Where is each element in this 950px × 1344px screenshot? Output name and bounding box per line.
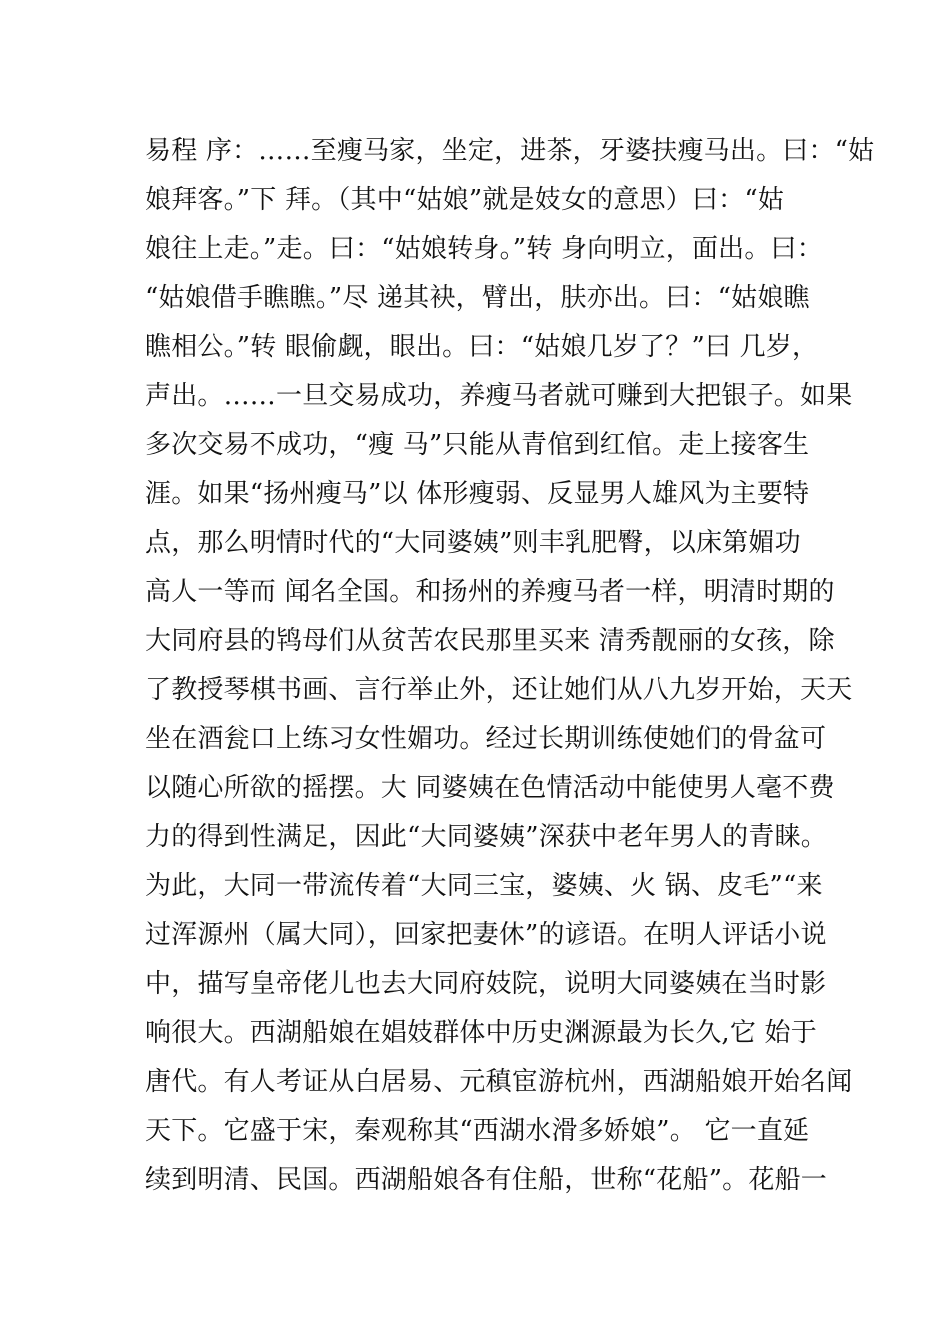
- text-line: 涯。如果“扬州瘦马”以 体形瘦弱、反显男人雄风为主要特: [145, 479, 810, 509]
- body-text: [145, 127, 875, 1205]
- text-line: 娘往上走。”走。曰：“姑娘转身。”转 身向明立，面出。曰：: [145, 234, 823, 264]
- text-line: 中，描写皇帝佬儿也去大同府妓院，说明大同婆姨在当时影: [145, 969, 827, 999]
- text-line: 易程 序：……至瘦马家，坐定，进茶，牙婆扶瘦马出。曰：“姑: [145, 136, 875, 166]
- text-line: 高人一等而 闻名全国。和扬州的养瘦马者一样，明清时期的: [145, 577, 835, 607]
- text-line: “姑娘借手瞧瞧。”尽 递其袂，臂出，肤亦出。曰：“姑娘瞧: [145, 283, 810, 313]
- text-line: 天下。它盛于宋，秦观称其“西湖水滑多娇娘”。 它一直延: [145, 1116, 810, 1146]
- text-line: 唐代。有人考证从白居易、元稹宦游杭州，西湖船娘开始名闻: [145, 1067, 853, 1097]
- text-line: 为此，大同一带流传着“大同三宝，婆姨、火 锅、皮毛”“来: [145, 871, 823, 901]
- text-line: 大同府县的鸨母们从贫苦农民那里买来 清秀靓丽的女孩，除: [145, 626, 835, 656]
- text-line: 多次交易不成功，“瘦 马”只能从青倌到红倌。走上接客生: [145, 430, 810, 460]
- text-line: 坐在酒瓮口上练习女性媚功。经过长期训练使她们的骨盆可: [145, 724, 827, 754]
- text-line: 过浑源州（属大同），回家把妻休”的谚语。在明人评话小说: [145, 920, 827, 950]
- text-line: 声出。……一旦交易成功，养瘦马者就可赚到大把银子。如果: [145, 381, 853, 411]
- text-line: 响很大。西湖船娘在娼妓群体中历史渊源最为长久,它 始于: [145, 1018, 817, 1048]
- text-line: 娘拜客。”下 拜。（其中“姑娘”就是妓女的意思）曰：“姑: [145, 185, 785, 215]
- text-line: 了教授琴棋书画、言行举止外，还让她们从八九岁开始，天天: [145, 675, 853, 705]
- text-line: 点，那么明情时代的“大同婆姨”则丰乳肥臀，以床第媚功: [145, 528, 801, 558]
- text-line: 以随心所欲的摇摆。大 同婆姨在色情活动中能使男人毫不费: [145, 773, 835, 803]
- text-line: 力的得到性满足，因此“大同婆姨”深获中老年男人的青睐。: [145, 822, 827, 852]
- text-line: 续到明清、民国。西湖船娘各有住船，世称“花船”。花船一: [145, 1165, 827, 1195]
- text-line: 瞧相公。”转 眼偷觑，眼出。曰：“姑娘几岁了？”曰 几岁，: [145, 332, 819, 362]
